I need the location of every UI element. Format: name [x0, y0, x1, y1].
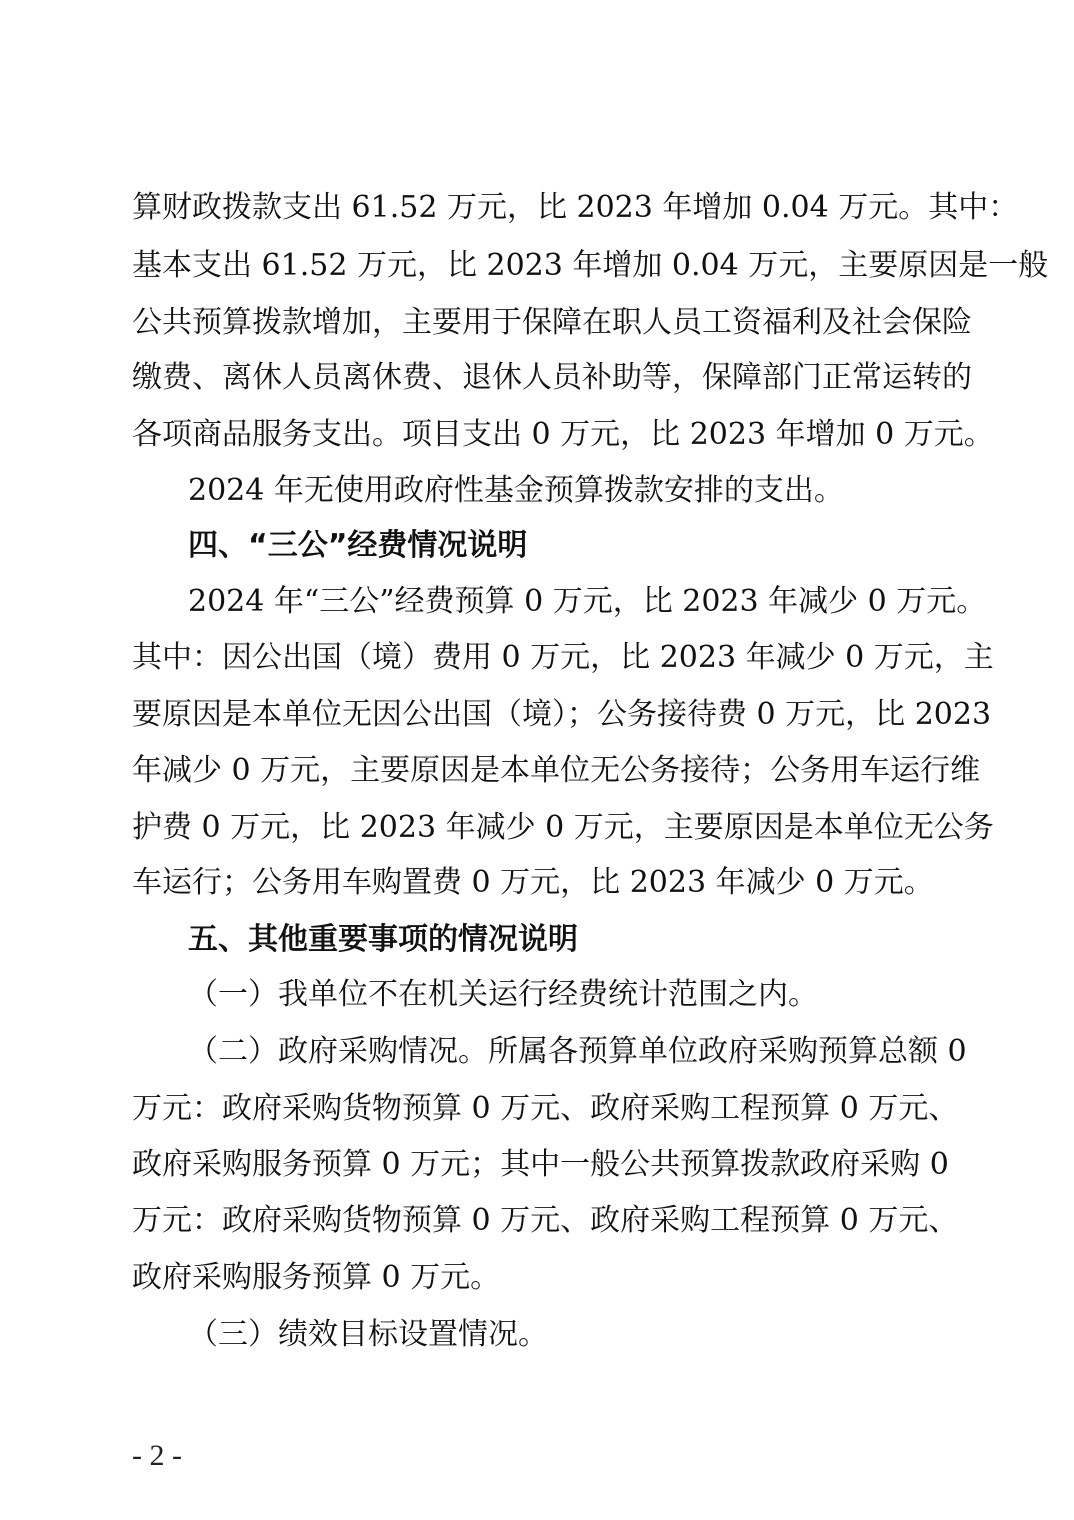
body-text-line: （一）我单位不在机关运行经费统计范围之内。: [188, 977, 818, 1012]
body-text-line: 算财政拨款支出 61.52 万元，比 2023 年增加 0.04 万元。其中：: [132, 190, 1019, 225]
body-text-line: 政府采购服务预算 0 万元。: [132, 1260, 501, 1295]
section-heading: 四、“三公”经费情况说明: [188, 528, 528, 563]
body-text-line: 护费 0 万元，比 2023 年减少 0 万元，主要原因是本单位无公务: [132, 810, 994, 845]
body-text-line: 万元：政府采购货物预算 0 万元、政府采购工程预算 0 万元、: [132, 1203, 959, 1238]
body-text-line: 政府采购服务预算 0 万元；其中一般公共预算拨款政府采购 0: [132, 1147, 949, 1182]
page-number: - 2 -: [132, 1439, 182, 1472]
body-text-line: 2024 年无使用政府性基金预算拨款安排的支出。: [188, 473, 844, 508]
body-text-line: 基本支出 61.52 万元，比 2023 年增加 0.04 万元，主要原因是一般: [132, 248, 1049, 283]
body-text-line: 万元：政府采购货物预算 0 万元、政府采购工程预算 0 万元、: [132, 1091, 959, 1126]
section-heading: 五、其他重要事项的情况说明: [188, 922, 578, 957]
body-text-line: （三）绩效目标设置情况。: [188, 1317, 548, 1352]
body-text-line: 要原因是本单位无因公出国（境）；公务接待费 0 万元，比 2023: [132, 697, 992, 732]
body-text-line: （二）政府采购情况。所属各预算单位政府采购预算总额 0: [188, 1034, 967, 1069]
body-text-line: 各项商品服务支出。项目支出 0 万元，比 2023 年增加 0 万元。: [132, 417, 994, 452]
body-text-line: 年减少 0 万元，主要原因是本单位无公务接待；公务用车运行维: [132, 753, 981, 788]
body-text-line: 其中：因公出国（境）费用 0 万元，比 2023 年减少 0 万元，主: [132, 640, 994, 675]
body-text-line: 公共预算拨款增加，主要用于保障在职人员工资福利及社会保险: [132, 305, 972, 340]
body-text-line: 车运行；公务用车购置费 0 万元，比 2023 年减少 0 万元。: [132, 865, 934, 900]
body-text-line: 2024 年“三公”经费预算 0 万元，比 2023 年减少 0 万元。: [188, 584, 987, 619]
body-text-line: 缴费、离休人员离休费、退休人员补助等，保障部门正常运转的: [132, 360, 972, 395]
